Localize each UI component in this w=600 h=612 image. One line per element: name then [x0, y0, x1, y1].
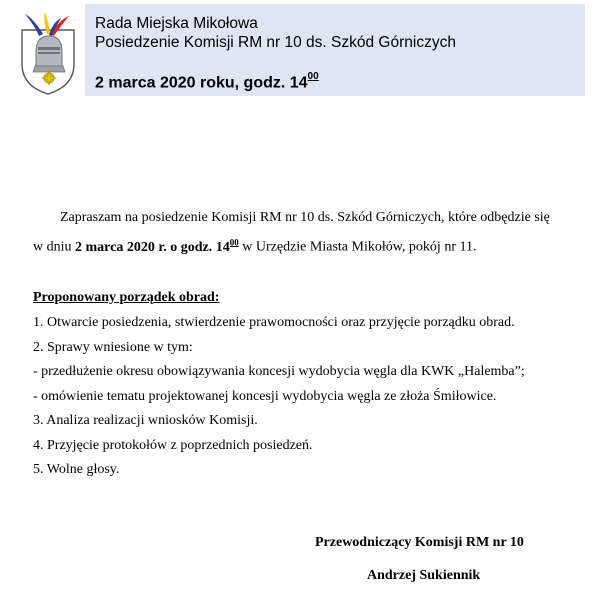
header-banner [85, 4, 585, 96]
signature-role: Przewodniczący Komisji RM nr 10 [315, 535, 524, 550]
committee-name: Posiedzenie Komisji RM nr 10 ds. Szkód Górniczych [95, 34, 456, 51]
invitation-line-1: Zapraszam na posiedzenie Komisji RM nr 10 ds. Szkód Górniczych, które odbędzie się [60, 210, 550, 225]
coat-of-arms-icon [19, 12, 77, 96]
meeting-date: 2 marca 2020 roku, godz. $14^{00}$ [95, 71, 319, 92]
agenda-title: Proponowany porządek obrad: [33, 290, 220, 305]
agenda-item: 3. Analiza realizacji wniosków Komisji. [33, 413, 258, 428]
agenda-item: 1. Otwarcie posiedzenia, stwierdzenie prawomocności oraz przyjęcie porządku obrad. [33, 315, 515, 330]
invitation-date: 2 marca 2020 r. o godz. $14^{00}$ [75, 237, 239, 255]
agenda-item: 4. Przyjęcie protokołów z poprzednich posiedzeń. [33, 437, 313, 453]
signature-name: Andrzej Sukiennik [367, 568, 481, 583]
agenda-item: - przedłużenie okresu obowiązywania koncesji wydobycia węgla dla KWK „Halemba”; [33, 364, 525, 379]
invitation-line-2: w dniu 2 marca 2020 r. o godz. $14^{00}$ w Urzędzie Miasta Mikołów, pokój nr 11. [33, 237, 477, 255]
council-name: Rada Miejska Mikołowa [95, 15, 258, 32]
agenda-item: - omówienie tematu projektowanej koncesji wydobycia węgla ze złoża Śmiłowice. [33, 388, 497, 404]
agenda-item: 5. Wolne głosy. [33, 462, 120, 477]
agenda-item: 2. Sprawy wniesione w tym: [33, 339, 193, 355]
agenda-list [33, 311, 583, 483]
